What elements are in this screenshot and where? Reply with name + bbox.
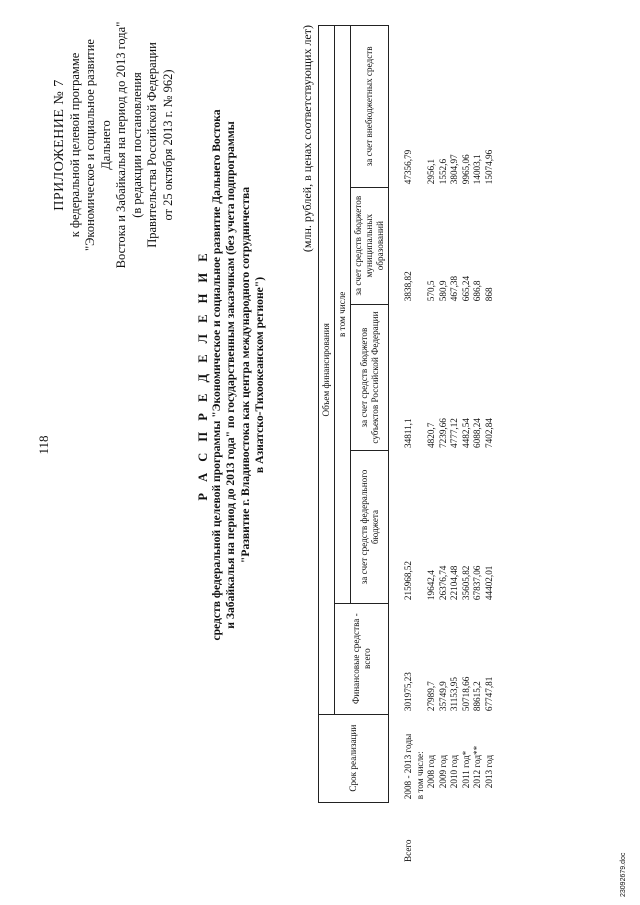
row-subjects xyxy=(415,304,427,451)
row-municipal: 665,24 xyxy=(460,275,471,302)
row-subjects: 7239,66 xyxy=(437,418,448,448)
row-period: 2009 год xyxy=(437,755,448,789)
appendix-line: "Экономическое и социальное развитие Дальнего xyxy=(83,39,113,251)
row-municipal: 3838,82 xyxy=(403,271,413,302)
row-subjects: 6088,24 xyxy=(472,418,482,448)
row-extra: 9965,06 xyxy=(460,154,471,185)
row-municipal: 580,9 xyxy=(437,280,448,302)
title-heading: Р А С П Р Е Д Е Л Е Н И Е xyxy=(196,249,210,501)
footer-filename: 23092679.doc xyxy=(620,852,627,897)
row-total xyxy=(415,603,427,714)
row-municipal: 868 xyxy=(483,287,494,302)
federal-header: за счет средств федерального бюджета xyxy=(351,451,389,603)
document-title xyxy=(196,95,267,655)
row-extra xyxy=(415,26,427,188)
row-label xyxy=(426,802,438,865)
row-subjects: 34811,1 xyxy=(403,418,413,448)
row-federal: 44402,01 xyxy=(483,565,494,601)
row-period: 2012 год** xyxy=(472,745,482,789)
title-line: средств федеральной целевой программы "Экономическое и социальное развитие Дальнего Востока xyxy=(210,109,224,641)
row-extra: 15074,96 xyxy=(483,149,494,185)
row-label xyxy=(484,802,496,865)
row-period: 2013 год xyxy=(483,755,494,789)
row-federal: 22104,48 xyxy=(449,565,459,601)
title-line: в Азиатско-Тихоокеанском регионе") xyxy=(252,276,266,474)
page-number: 118 xyxy=(36,435,51,455)
title-line: "Развитие г. Владивостока как центра международного сотрудничества xyxy=(238,186,252,564)
row-federal: 26376,74 xyxy=(437,565,448,601)
row-period: 2010 год xyxy=(449,755,459,789)
row-subjects: 4482,54 xyxy=(460,418,471,448)
row-extra: 1552,6 xyxy=(437,158,448,185)
row-total: 50718,66 xyxy=(460,676,471,712)
row-label xyxy=(415,802,427,865)
row-period: 2008 - 2013 годы xyxy=(403,733,413,800)
appendix-line: Правительства Российской Федерации xyxy=(145,42,159,248)
row-subjects: 7402,84 xyxy=(483,418,494,448)
row-total: 88615,2 xyxy=(472,681,482,712)
row-label xyxy=(449,802,461,865)
row-extra: 2956,1 xyxy=(426,158,436,185)
row-municipal: 467,38 xyxy=(449,275,459,302)
row-municipal xyxy=(415,187,427,304)
row-label xyxy=(461,802,473,865)
appendix-line: от 25 октября 2013 г. № 962) xyxy=(160,69,175,221)
row-label: Всего xyxy=(402,839,413,862)
volume-header: Объем финансирования xyxy=(319,26,335,715)
including-header: в том числе xyxy=(335,26,351,604)
appendix-block xyxy=(52,20,176,270)
municipal-header: за счет средств бюджетов муниципальных образований xyxy=(351,187,389,304)
table-row xyxy=(461,26,473,866)
row-total: 301975,23 xyxy=(403,672,413,712)
total-header: Финансовые средства - всего xyxy=(335,603,389,714)
table-row xyxy=(415,26,427,866)
row-total: 67747,81 xyxy=(483,676,494,712)
period-header: Срок реализации xyxy=(319,714,389,802)
financing-table xyxy=(318,25,495,865)
row-federal: 35605,82 xyxy=(460,565,471,601)
row-extra: 3804,97 xyxy=(449,154,459,185)
row-total: 35749,9 xyxy=(437,681,448,712)
row-period: в том числе: xyxy=(414,751,425,800)
row-period: 2011 год* xyxy=(460,750,471,789)
row-total: 27989,7 xyxy=(426,681,436,712)
subjects-header: за счет средств бюджетов субъектов Российской Федерации xyxy=(351,304,389,451)
row-period: 2008 год xyxy=(426,755,436,789)
row-municipal: 686,8 xyxy=(472,280,482,302)
row-extra: 14003,1 xyxy=(472,154,482,185)
row-extra: 47356,79 xyxy=(403,149,413,185)
units-note: (млн. рублей, в ценах соответствующих лет) xyxy=(300,25,314,253)
row-federal: 215968,52 xyxy=(403,561,413,601)
title-line: и Забайкалья на период до 2013 года" по государственным заказчикам (без учета подпрограммы xyxy=(224,121,238,629)
row-label xyxy=(438,802,450,865)
table-row xyxy=(426,26,438,866)
table-row xyxy=(484,26,496,866)
table-row xyxy=(389,26,415,866)
row-municipal: 570,5 xyxy=(426,280,436,302)
appendix-line: Востока и Забайкалья на период до 2013 года" xyxy=(114,21,128,269)
appendix-line: к федеральной целевой программе xyxy=(67,52,82,238)
label-header xyxy=(319,802,389,865)
row-total: 31153,95 xyxy=(449,677,459,712)
row-federal: 19642,4 xyxy=(426,570,436,601)
appendix-line: (в редакции постановления xyxy=(129,72,144,218)
distribution-table xyxy=(318,25,495,865)
table-row xyxy=(449,26,461,866)
row-label xyxy=(472,802,484,865)
row-subjects: 4777,12 xyxy=(449,418,459,448)
table-row xyxy=(438,26,450,866)
row-federal xyxy=(415,451,427,603)
row-federal: 67837,06 xyxy=(472,565,482,601)
appendix-heading: ПРИЛОЖЕНИЕ № 7 xyxy=(52,79,67,211)
table-row xyxy=(472,26,484,866)
row-subjects: 4820,7 xyxy=(426,422,436,448)
extrabudget-header: за счет внебюджетных средств xyxy=(351,26,389,188)
